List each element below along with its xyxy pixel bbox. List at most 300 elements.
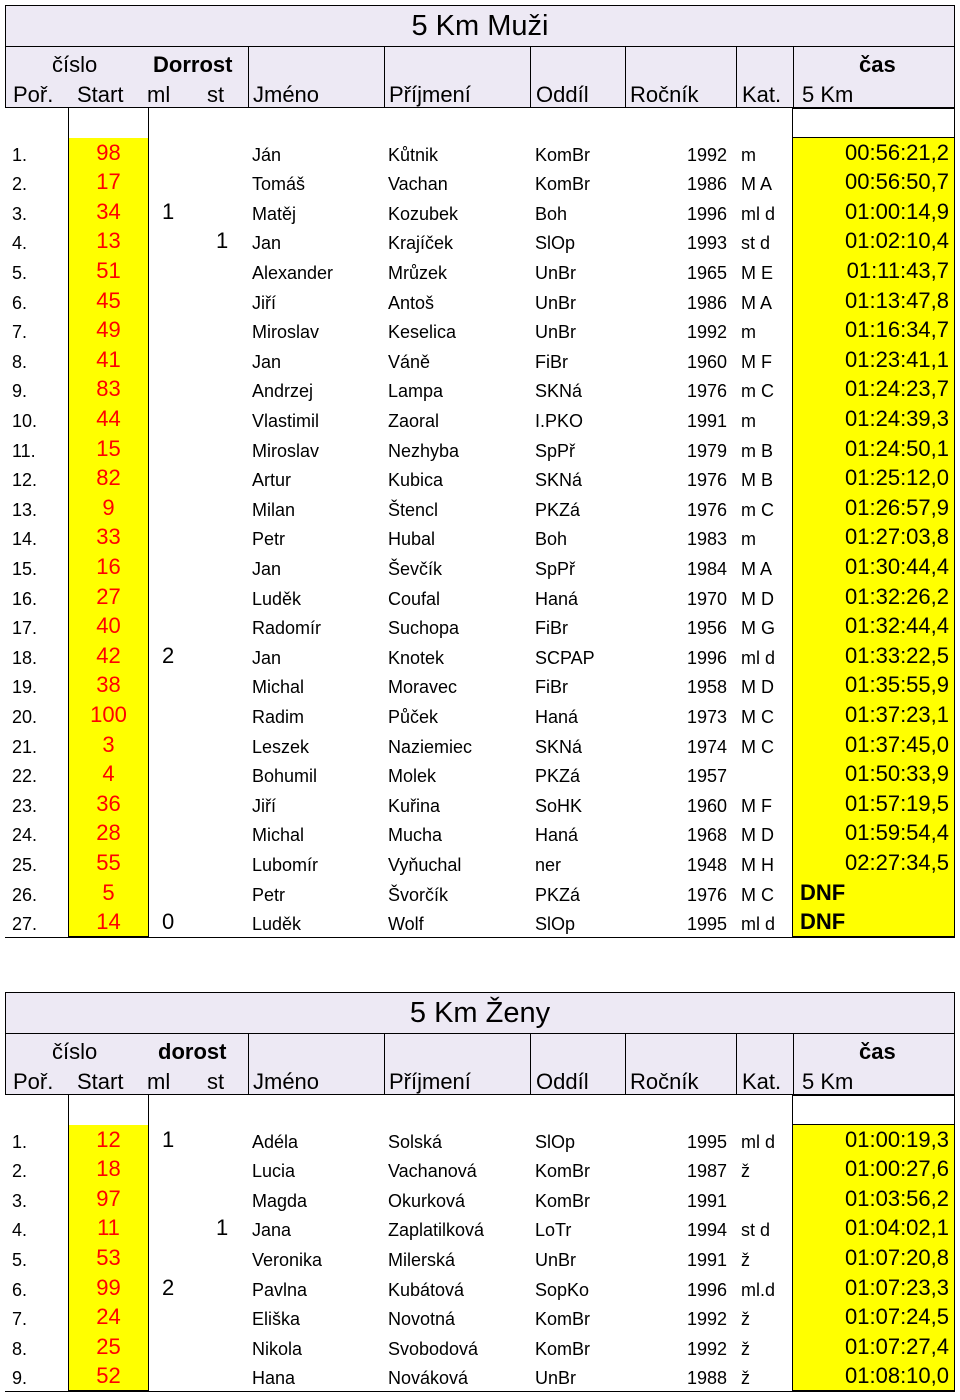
birth-year: 1988 bbox=[686, 1368, 727, 1389]
finish-time: 01:07:27,4 bbox=[845, 1333, 949, 1359]
first-name: Miroslav bbox=[252, 322, 320, 343]
birth-year: 1995 bbox=[686, 1131, 727, 1152]
table-row bbox=[5, 552, 955, 582]
position-cell: 18. bbox=[12, 647, 38, 668]
club: FiBr bbox=[535, 351, 568, 372]
birth-year: 1976 bbox=[686, 499, 727, 520]
first-name: Jiří bbox=[252, 292, 276, 313]
first-name: Bohumil bbox=[252, 766, 318, 787]
position-cell: 20. bbox=[12, 706, 38, 727]
table-row bbox=[5, 464, 955, 494]
table-row bbox=[5, 819, 955, 849]
position-cell: 7. bbox=[12, 322, 28, 343]
first-name: Radomír bbox=[252, 618, 322, 639]
club: UnBr bbox=[535, 292, 577, 313]
finish-time: 01:00:19,3 bbox=[845, 1126, 949, 1152]
divider bbox=[384, 1033, 385, 1094]
finish-time: 01:16:34,7 bbox=[845, 317, 949, 343]
club: ner bbox=[535, 854, 562, 875]
category: ž bbox=[741, 1309, 750, 1330]
last-name: Coufal bbox=[388, 588, 441, 609]
first-name: Nikola bbox=[252, 1338, 303, 1359]
club: UnBr bbox=[535, 1249, 577, 1270]
category: M G bbox=[741, 618, 775, 639]
last-name: Wolf bbox=[388, 914, 424, 935]
start-number: 15 bbox=[96, 435, 121, 461]
category: M B bbox=[741, 470, 774, 491]
category: m C bbox=[741, 381, 774, 402]
women-header bbox=[5, 992, 955, 1095]
birth-year: 1994 bbox=[686, 1220, 727, 1241]
start-number: 52 bbox=[96, 1363, 121, 1389]
category: M C bbox=[741, 736, 774, 757]
category: M E bbox=[741, 262, 774, 283]
header-poradi: Poř. bbox=[13, 1069, 54, 1094]
finish-time: 01:24:39,3 bbox=[845, 405, 949, 431]
position-cell: 25. bbox=[12, 854, 38, 875]
club: PKZá bbox=[535, 766, 581, 787]
position-cell: 8. bbox=[12, 351, 28, 372]
table-row bbox=[5, 641, 955, 671]
finish-time: 01:13:47,8 bbox=[845, 287, 949, 313]
start-number: 53 bbox=[96, 1244, 121, 1270]
position-cell: 21. bbox=[12, 736, 38, 757]
last-name: Vachanová bbox=[388, 1161, 477, 1182]
table-row bbox=[5, 316, 955, 346]
start-number: 12 bbox=[96, 1126, 121, 1152]
header-rocnik: Ročník bbox=[630, 1069, 699, 1094]
position-cell: 17. bbox=[12, 618, 38, 639]
table-row bbox=[5, 404, 955, 434]
table-row bbox=[5, 434, 955, 464]
first-name: Vlastimil bbox=[252, 410, 320, 431]
birth-year: 1958 bbox=[686, 677, 727, 698]
men-header bbox=[5, 5, 955, 108]
junior-ml-rank: 2 bbox=[162, 642, 175, 668]
club: KomBr bbox=[535, 1190, 591, 1211]
club: SKNá bbox=[535, 736, 583, 757]
category: m bbox=[741, 529, 756, 550]
header-kat: Kat. bbox=[742, 82, 782, 107]
birth-year: 1996 bbox=[686, 1279, 727, 1300]
first-name: Adéla bbox=[252, 1131, 299, 1152]
last-name: Nezhyba bbox=[388, 440, 460, 461]
table-row bbox=[5, 1332, 955, 1362]
category: M F bbox=[741, 795, 772, 816]
first-name: Radim bbox=[252, 706, 305, 727]
last-name: Kůtnik bbox=[388, 144, 439, 165]
start-number: 49 bbox=[96, 317, 121, 343]
finish-time: 01:30:44,4 bbox=[845, 553, 949, 579]
birth-year: 1991 bbox=[686, 1190, 727, 1211]
category: M A bbox=[741, 558, 773, 579]
first-name: Petr bbox=[252, 884, 286, 905]
start-number: 38 bbox=[96, 672, 121, 698]
table-row bbox=[5, 345, 955, 375]
category: M A bbox=[741, 174, 773, 195]
table-row bbox=[5, 197, 955, 227]
finish-time: 01:26:57,9 bbox=[845, 494, 949, 520]
position-cell: 1. bbox=[12, 1131, 28, 1152]
category: ž bbox=[741, 1161, 750, 1182]
club: SCPAP bbox=[535, 647, 595, 668]
club: KomBr bbox=[535, 1338, 591, 1359]
position-cell: 10. bbox=[12, 410, 38, 431]
first-name: Andrzej bbox=[252, 381, 314, 402]
birth-year: 1992 bbox=[686, 1338, 727, 1359]
category: m B bbox=[741, 440, 774, 461]
category: st d bbox=[741, 233, 771, 254]
start-number: 17 bbox=[96, 169, 121, 195]
finish-time: 01:07:20,8 bbox=[845, 1244, 949, 1270]
club: UnBr bbox=[535, 1368, 577, 1389]
last-name: Kozubek bbox=[388, 203, 459, 224]
club: I.PKO bbox=[535, 410, 584, 431]
divider bbox=[793, 1033, 794, 1094]
junior-ml-rank: 0 bbox=[162, 909, 175, 935]
category: m bbox=[741, 322, 756, 343]
category: ž bbox=[741, 1338, 750, 1359]
header-st: st bbox=[207, 1069, 225, 1094]
header-jmeno: Jméno bbox=[253, 82, 320, 107]
start-number: 3 bbox=[102, 731, 115, 757]
start-number: 13 bbox=[96, 228, 121, 254]
position-cell: 5. bbox=[12, 262, 28, 283]
finish-time: 01:35:55,9 bbox=[845, 672, 949, 698]
divider bbox=[384, 46, 385, 107]
table-row bbox=[5, 1184, 955, 1214]
start-number: 44 bbox=[96, 405, 121, 431]
birth-year: 1965 bbox=[686, 262, 727, 283]
club: FiBr bbox=[535, 677, 568, 698]
header-kat: Kat. bbox=[742, 1069, 782, 1094]
birth-year: 1976 bbox=[686, 884, 727, 905]
finish-time: 01:00:14,9 bbox=[845, 198, 949, 224]
divider bbox=[68, 1095, 69, 1125]
position-cell: 26. bbox=[12, 884, 38, 905]
header-oddil: Oddíl bbox=[536, 1069, 589, 1094]
start-number: 14 bbox=[96, 909, 121, 935]
position-cell: 19. bbox=[12, 677, 38, 698]
start-number: 51 bbox=[96, 257, 121, 283]
position-cell: 6. bbox=[12, 292, 28, 313]
birth-year: 1956 bbox=[686, 618, 727, 639]
category: M H bbox=[741, 854, 774, 875]
start-number: 28 bbox=[96, 820, 121, 846]
divider bbox=[248, 1033, 249, 1094]
first-name: Alexander bbox=[252, 262, 334, 283]
divider bbox=[530, 1033, 531, 1094]
finish-time: 01:32:26,2 bbox=[845, 583, 949, 609]
club: SopKo bbox=[535, 1279, 590, 1300]
birth-year: 1948 bbox=[686, 854, 727, 875]
start-number: 100 bbox=[90, 701, 127, 727]
divider bbox=[148, 108, 149, 138]
last-name: Vachan bbox=[388, 174, 448, 195]
table-row bbox=[5, 1243, 955, 1273]
first-name: Matěj bbox=[252, 203, 297, 224]
first-name: Eliška bbox=[252, 1309, 301, 1330]
first-name: Pavlna bbox=[252, 1279, 308, 1300]
header-ml: ml bbox=[147, 82, 171, 107]
junior-st-rank: 1 bbox=[216, 228, 229, 254]
birth-year: 1960 bbox=[686, 351, 727, 372]
finish-time: 00:56:21,2 bbox=[845, 139, 949, 165]
divider bbox=[148, 1095, 149, 1125]
divider bbox=[6, 46, 954, 47]
club: SoHK bbox=[535, 795, 583, 816]
last-name: Kubica bbox=[388, 470, 444, 491]
finish-time: DNF bbox=[800, 879, 846, 905]
first-name: Jan bbox=[252, 351, 282, 372]
start-number: 18 bbox=[96, 1156, 121, 1182]
divider bbox=[792, 108, 955, 138]
club: Haná bbox=[535, 825, 579, 846]
divider bbox=[68, 108, 69, 138]
header-dorost: Dorrost bbox=[153, 52, 233, 77]
last-name: Zaoral bbox=[388, 410, 440, 431]
divider bbox=[625, 1033, 626, 1094]
category: ml.d bbox=[741, 1279, 776, 1300]
last-name: Okurková bbox=[388, 1190, 466, 1211]
start-number: 34 bbox=[96, 198, 121, 224]
divider bbox=[736, 46, 737, 107]
table-row bbox=[5, 908, 955, 939]
start-number: 9 bbox=[102, 494, 115, 520]
table-row bbox=[5, 700, 955, 730]
last-name: Mrůzek bbox=[388, 262, 448, 283]
finish-time: 01:50:33,9 bbox=[845, 761, 949, 787]
first-name: Hana bbox=[252, 1368, 296, 1389]
first-name: Tomáš bbox=[252, 174, 306, 195]
position-cell: 7. bbox=[12, 1309, 28, 1330]
finish-time: 00:56:50,7 bbox=[845, 169, 949, 195]
birth-year: 1976 bbox=[686, 470, 727, 491]
category: ž bbox=[741, 1368, 750, 1389]
table-row bbox=[5, 1125, 955, 1155]
finish-time: 01:04:02,1 bbox=[845, 1215, 949, 1241]
last-name: Lampa bbox=[388, 381, 444, 402]
table-row bbox=[5, 493, 955, 523]
header-prijmeni: Příjmení bbox=[389, 1069, 471, 1094]
position-cell: 9. bbox=[12, 1368, 28, 1389]
start-number: 83 bbox=[96, 376, 121, 402]
table-row bbox=[5, 375, 955, 405]
club: UnBr bbox=[535, 322, 577, 343]
category: st d bbox=[741, 1220, 771, 1241]
club: KomBr bbox=[535, 144, 591, 165]
birth-year: 1996 bbox=[686, 203, 727, 224]
last-name: Moravec bbox=[388, 677, 458, 698]
category: M F bbox=[741, 351, 772, 372]
position-cell: 2. bbox=[12, 1161, 28, 1182]
position-cell: 5. bbox=[12, 1249, 28, 1270]
position-cell: 15. bbox=[12, 558, 38, 579]
birth-year: 1986 bbox=[686, 292, 727, 313]
club: SpPř bbox=[535, 440, 576, 461]
start-number: 98 bbox=[96, 139, 121, 165]
last-name: Svobodová bbox=[388, 1338, 479, 1359]
header-prijmeni: Příjmení bbox=[389, 82, 471, 107]
first-name: Veronika bbox=[252, 1249, 323, 1270]
finish-time: 01:00:27,6 bbox=[845, 1156, 949, 1182]
table-row bbox=[5, 878, 955, 908]
table-row bbox=[5, 227, 955, 257]
header-ml: ml bbox=[147, 1069, 171, 1094]
last-name: Krajíček bbox=[388, 233, 454, 254]
finish-time: 01:25:12,0 bbox=[845, 465, 949, 491]
birth-year: 1957 bbox=[686, 766, 727, 787]
last-name: Antoš bbox=[388, 292, 435, 313]
category: M D bbox=[741, 825, 774, 846]
finish-time: 01:24:50,1 bbox=[845, 435, 949, 461]
category: m bbox=[741, 144, 756, 165]
first-name: Milan bbox=[252, 499, 296, 520]
position-cell: 27. bbox=[12, 914, 38, 935]
table-row bbox=[5, 523, 955, 553]
club: SlOp bbox=[535, 233, 576, 254]
start-number: 45 bbox=[96, 287, 121, 313]
birth-year: 1976 bbox=[686, 381, 727, 402]
table-row bbox=[5, 671, 955, 701]
category: M C bbox=[741, 884, 774, 905]
table-row bbox=[5, 1273, 955, 1303]
birth-year: 1991 bbox=[686, 1249, 727, 1270]
first-name: Jiří bbox=[252, 795, 276, 816]
birth-year: 1991 bbox=[686, 410, 727, 431]
divider bbox=[736, 1033, 737, 1094]
position-cell: 24. bbox=[12, 825, 38, 846]
position-cell: 11. bbox=[12, 440, 36, 461]
men-title: 5 Km Muži bbox=[411, 10, 549, 42]
category: ml d bbox=[741, 647, 776, 668]
club: PKZá bbox=[535, 499, 581, 520]
start-number: 11 bbox=[97, 1215, 120, 1241]
position-cell: 4. bbox=[12, 1220, 28, 1241]
last-name: Molek bbox=[388, 766, 437, 787]
club: KomBr bbox=[535, 174, 591, 195]
finish-time: DNF bbox=[800, 909, 846, 935]
last-name: Mucha bbox=[388, 825, 443, 846]
header-rocnik: Ročník bbox=[630, 82, 699, 107]
divider bbox=[530, 46, 531, 107]
club: Boh bbox=[535, 203, 568, 224]
start-number: 27 bbox=[96, 583, 121, 609]
finish-time: 01:03:56,2 bbox=[845, 1185, 949, 1211]
birth-year: 1970 bbox=[686, 588, 727, 609]
category: ml d bbox=[741, 914, 776, 935]
divider bbox=[248, 46, 249, 107]
finish-time: 01:33:22,5 bbox=[845, 642, 949, 668]
header-poradi: Poř. bbox=[13, 82, 54, 107]
finish-time: 01:32:44,4 bbox=[845, 613, 949, 639]
finish-time: 01:23:41,1 bbox=[845, 346, 949, 372]
club: UnBr bbox=[535, 262, 577, 283]
divider bbox=[625, 46, 626, 107]
last-name: Novotná bbox=[388, 1309, 456, 1330]
club: SpPř bbox=[535, 558, 576, 579]
position-cell: 23. bbox=[12, 795, 38, 816]
position-cell: 4. bbox=[12, 233, 28, 254]
first-name: Jana bbox=[252, 1220, 292, 1241]
table-row bbox=[5, 286, 955, 316]
birth-year: 1992 bbox=[686, 1309, 727, 1330]
club: SKNá bbox=[535, 381, 583, 402]
last-name: Vyňuchal bbox=[388, 854, 462, 875]
last-name: Knotek bbox=[388, 647, 445, 668]
birth-year: 1996 bbox=[686, 647, 727, 668]
last-name: Solská bbox=[388, 1131, 443, 1152]
first-name: Ján bbox=[252, 144, 282, 165]
finish-time: 01:08:10,0 bbox=[845, 1363, 949, 1389]
divider bbox=[792, 1095, 955, 1125]
birth-year: 1973 bbox=[686, 706, 727, 727]
finish-time: 01:37:23,1 bbox=[845, 701, 949, 727]
first-name: Artur bbox=[252, 470, 292, 491]
last-name: Štencl bbox=[388, 499, 439, 520]
position-cell: 3. bbox=[12, 1190, 28, 1211]
start-number: 24 bbox=[96, 1304, 121, 1330]
table-row bbox=[5, 789, 955, 819]
header-jmeno: Jméno bbox=[253, 1069, 320, 1094]
start-number: 42 bbox=[96, 642, 121, 668]
junior-ml-rank: 1 bbox=[162, 1126, 175, 1152]
last-name: Ševčík bbox=[388, 558, 443, 579]
header-st: st bbox=[207, 82, 225, 107]
birth-year: 1992 bbox=[686, 322, 727, 343]
start-number: 25 bbox=[96, 1333, 121, 1359]
divider bbox=[6, 1033, 954, 1034]
first-name: Luděk bbox=[252, 914, 302, 935]
header-gap bbox=[5, 108, 955, 138]
table-row bbox=[5, 256, 955, 286]
first-name: Leszek bbox=[252, 736, 310, 757]
table-row bbox=[5, 730, 955, 760]
birth-year: 1984 bbox=[686, 558, 727, 579]
last-name: Švorčík bbox=[388, 884, 449, 905]
table-row bbox=[5, 582, 955, 612]
position-cell: 6. bbox=[12, 1279, 28, 1300]
header-distance: 5 Km bbox=[802, 1069, 854, 1094]
finish-time: 01:07:24,5 bbox=[845, 1304, 949, 1330]
header-cas: čas bbox=[859, 52, 896, 77]
start-number: 4 bbox=[102, 761, 115, 787]
start-number: 33 bbox=[96, 524, 121, 550]
first-name: Jan bbox=[252, 233, 282, 254]
junior-ml-rank: 2 bbox=[162, 1274, 175, 1300]
position-cell: 12. bbox=[12, 470, 38, 491]
header-gap bbox=[5, 1095, 955, 1125]
table-row bbox=[5, 1362, 955, 1393]
last-name: Váně bbox=[388, 351, 431, 372]
category: M D bbox=[741, 588, 774, 609]
last-name: Kubátová bbox=[388, 1279, 465, 1300]
first-name: Lubomír bbox=[252, 854, 319, 875]
header-oddil: Oddíl bbox=[536, 82, 589, 107]
junior-ml-rank: 1 bbox=[162, 198, 175, 224]
first-name: Jan bbox=[252, 647, 282, 668]
table-row bbox=[5, 1214, 955, 1244]
last-name: Hubal bbox=[388, 529, 436, 550]
position-cell: 2. bbox=[12, 174, 28, 195]
header-distance: 5 Km bbox=[802, 82, 854, 107]
club: FiBr bbox=[535, 618, 568, 639]
last-name: Suchopa bbox=[388, 618, 460, 639]
club: SKNá bbox=[535, 470, 583, 491]
table-row bbox=[5, 1155, 955, 1185]
header-cislo: číslo bbox=[52, 1039, 98, 1064]
junior-st-rank: 1 bbox=[216, 1215, 229, 1241]
